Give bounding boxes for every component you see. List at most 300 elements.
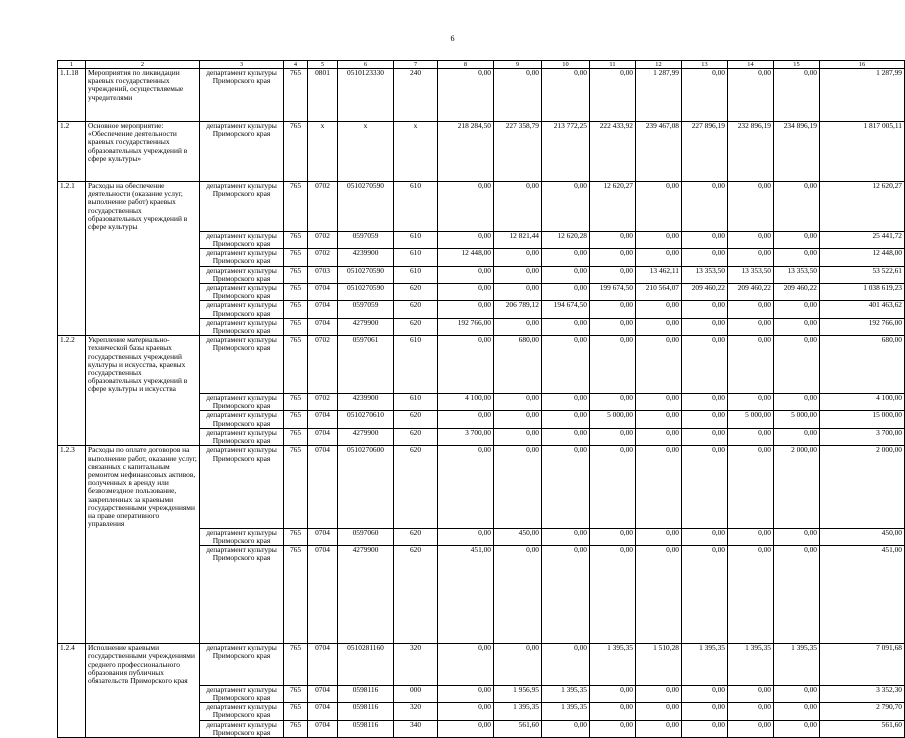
amount-cell: 0,00 — [682, 69, 728, 122]
amount-cell: 0,00 — [728, 231, 774, 248]
amount-cell: 0,00 — [542, 394, 590, 411]
code-cell: х — [338, 122, 394, 182]
table-row — [58, 318, 905, 335]
amount-cell: 0,00 — [682, 318, 728, 335]
activity-name: Основное мероприятие: «Обеспечение деятельности краевых государственных образовательных учреждений в сфере культуры» — [86, 122, 200, 182]
code-cell: 4279900 — [338, 318, 394, 335]
code-cell: 0702 — [308, 249, 338, 266]
column-number: 2 — [86, 61, 200, 69]
row-number — [58, 318, 86, 335]
amount-cell: 0,00 — [728, 446, 774, 529]
executor-cell: департамент культуры Приморского края — [200, 231, 284, 248]
code-cell: 620 — [394, 411, 438, 428]
amount-cell: 0,00 — [590, 720, 636, 737]
column-number: 16 — [820, 61, 905, 69]
code-cell: 4279900 — [338, 428, 394, 445]
row-number — [58, 428, 86, 445]
table-row — [58, 266, 905, 283]
amount-cell: 13 353,50 — [774, 266, 820, 283]
table-row — [58, 122, 905, 182]
code-cell: 765 — [284, 720, 308, 737]
code-cell: 610 — [394, 266, 438, 283]
amount-cell: 0,00 — [590, 249, 636, 266]
amount-cell: 5 000,00 — [590, 411, 636, 428]
amount-cell: 0,00 — [542, 644, 590, 686]
amount-cell: 4 100,00 — [438, 394, 494, 411]
executor-cell: департамент культуры Приморского края — [200, 446, 284, 529]
amount-cell: 1 395,35 — [682, 644, 728, 686]
executor-cell: департамент культуры Приморского края — [200, 336, 284, 394]
amount-cell: 3 700,00 — [438, 428, 494, 445]
amount-cell: 0,00 — [636, 546, 682, 644]
table-row — [58, 249, 905, 266]
activity-name — [86, 703, 200, 720]
amount-cell: 192 766,00 — [438, 318, 494, 335]
row-number — [58, 249, 86, 266]
amount-cell: 0,00 — [774, 182, 820, 232]
total-cell: 2 000,00 — [820, 446, 905, 529]
code-cell: 0704 — [308, 703, 338, 720]
amount-cell: 0,00 — [542, 283, 590, 300]
code-cell: 0704 — [308, 301, 338, 318]
code-cell: 0704 — [308, 428, 338, 445]
executor-cell: департамент культуры Приморского края — [200, 69, 284, 122]
amount-cell: 1 287,99 — [636, 69, 682, 122]
code-cell: 0704 — [308, 446, 338, 529]
code-cell: 0597061 — [338, 336, 394, 394]
amount-cell: 0,00 — [682, 336, 728, 394]
code-cell: 765 — [284, 122, 308, 182]
amount-cell: 0,00 — [542, 546, 590, 644]
amount-cell: 0,00 — [438, 720, 494, 737]
amount-cell: 1 395,35 — [728, 644, 774, 686]
executor-cell: департамент культуры Приморского края — [200, 301, 284, 318]
table-row — [58, 644, 905, 686]
amount-cell: 0,00 — [728, 249, 774, 266]
amount-cell: 0,00 — [774, 336, 820, 394]
code-cell: 240 — [394, 69, 438, 122]
amount-cell: 0,00 — [494, 266, 542, 283]
column-number: 14 — [728, 61, 774, 69]
row-number — [58, 231, 86, 248]
code-cell: 0510270610 — [338, 411, 394, 428]
amount-cell: 1 510,28 — [636, 644, 682, 686]
amount-cell: 0,00 — [636, 528, 682, 545]
amount-cell: 0,00 — [494, 644, 542, 686]
code-cell: 765 — [284, 644, 308, 686]
code-cell: 765 — [284, 703, 308, 720]
code-cell: 0597059 — [338, 301, 394, 318]
code-cell: 0510281160 — [338, 644, 394, 686]
executor-cell: департамент культуры Приморского края — [200, 182, 284, 232]
amount-cell: 0,00 — [682, 528, 728, 545]
activity-name: Расходы на обеспечение деятельности (оказание услуг, выполнение работ) краевых государственных образовательных учреждений в сфере культуры — [86, 182, 200, 232]
executor-cell: департамент культуры Приморского края — [200, 528, 284, 545]
amount-cell: 0,00 — [590, 703, 636, 720]
amount-cell: 0,00 — [774, 703, 820, 720]
code-cell: 340 — [394, 720, 438, 737]
code-cell: 0510270600 — [338, 446, 394, 529]
amount-cell: 5 000,00 — [774, 411, 820, 428]
code-cell: х — [308, 122, 338, 182]
amount-cell: 0,00 — [438, 528, 494, 545]
activity-name — [86, 411, 200, 428]
code-cell: 765 — [284, 411, 308, 428]
total-cell: 12 448,00 — [820, 249, 905, 266]
activity-name — [86, 428, 200, 445]
amount-cell: 13 353,50 — [682, 266, 728, 283]
code-cell: 765 — [284, 283, 308, 300]
amount-cell: 0,00 — [590, 318, 636, 335]
amount-cell: 0,00 — [636, 394, 682, 411]
table-row — [58, 546, 905, 644]
executor-cell: департамент культуры Приморского края — [200, 546, 284, 644]
column-number: 13 — [682, 61, 728, 69]
amount-cell: 0,00 — [590, 428, 636, 445]
code-cell: 0598116 — [338, 703, 394, 720]
total-cell: 25 441,72 — [820, 231, 905, 248]
amount-cell: 0,00 — [636, 685, 682, 702]
amount-cell: 206 789,12 — [494, 301, 542, 318]
code-cell: 0704 — [308, 644, 338, 686]
table-row — [58, 428, 905, 445]
amount-cell: 561,60 — [494, 720, 542, 737]
amount-cell: 0,00 — [636, 720, 682, 737]
column-number: 7 — [394, 61, 438, 69]
code-cell: 0598116 — [338, 685, 394, 702]
amount-cell: 0,00 — [494, 546, 542, 644]
amount-cell: 0,00 — [728, 69, 774, 122]
amount-cell: 0,00 — [728, 394, 774, 411]
code-cell: 620 — [394, 528, 438, 545]
table-row — [58, 182, 905, 232]
total-cell: 7 091,68 — [820, 644, 905, 686]
activity-name — [86, 685, 200, 702]
amount-cell: 0,00 — [494, 428, 542, 445]
amount-cell: 227 358,79 — [494, 122, 542, 182]
code-cell: 0510270590 — [338, 182, 394, 232]
executor-cell: департамент культуры Приморского края — [200, 644, 284, 686]
page-number: 6 — [450, 34, 455, 43]
row-number — [58, 301, 86, 318]
amount-cell: 0,00 — [728, 720, 774, 737]
executor-cell: департамент культуры Приморского края — [200, 411, 284, 428]
table-row — [58, 703, 905, 720]
amount-cell: 0,00 — [682, 394, 728, 411]
amount-cell: 0,00 — [774, 528, 820, 545]
amount-cell: 0,00 — [542, 266, 590, 283]
amount-cell: 0,00 — [438, 411, 494, 428]
amount-cell: 209 460,22 — [774, 283, 820, 300]
amount-cell: 0,00 — [494, 446, 542, 529]
amount-cell: 0,00 — [774, 318, 820, 335]
row-number: 1.1.18 — [58, 69, 86, 122]
column-number: 8 — [438, 61, 494, 69]
amount-cell: 227 896,19 — [682, 122, 728, 182]
amount-cell: 0,00 — [590, 301, 636, 318]
amount-cell: 0,00 — [682, 546, 728, 644]
amount-cell: 1 956,95 — [494, 685, 542, 702]
amount-cell: 1 395,35 — [590, 644, 636, 686]
executor-cell: департамент культуры Приморского края — [200, 703, 284, 720]
amount-cell: 0,00 — [774, 231, 820, 248]
activity-name — [86, 394, 200, 411]
total-cell: 2 790,70 — [820, 703, 905, 720]
row-number — [58, 546, 86, 644]
code-cell: 000 — [394, 685, 438, 702]
amount-cell: 0,00 — [590, 266, 636, 283]
amount-cell: 234 896,19 — [774, 122, 820, 182]
total-cell: 450,00 — [820, 528, 905, 545]
row-number — [58, 411, 86, 428]
amount-cell: 0,00 — [728, 182, 774, 232]
amount-cell: 0,00 — [636, 318, 682, 335]
activity-name — [86, 720, 200, 737]
code-cell: 765 — [284, 266, 308, 283]
code-cell: 0510123330 — [338, 69, 394, 122]
amount-cell: 0,00 — [682, 428, 728, 445]
amount-cell: 0,00 — [438, 685, 494, 702]
amount-cell: 0,00 — [438, 703, 494, 720]
row-number — [58, 394, 86, 411]
code-cell: 765 — [284, 182, 308, 232]
code-cell: 620 — [394, 283, 438, 300]
amount-cell: 0,00 — [682, 182, 728, 232]
executor-cell: департамент культуры Приморского края — [200, 720, 284, 737]
amount-cell: 0,00 — [542, 411, 590, 428]
code-cell: 4279900 — [338, 546, 394, 644]
amount-cell: 12 448,00 — [438, 249, 494, 266]
column-number: 1 — [58, 61, 86, 69]
amount-cell: 0,00 — [682, 720, 728, 737]
amount-cell: 0,00 — [636, 336, 682, 394]
code-cell: 0704 — [308, 546, 338, 644]
table-row — [58, 446, 905, 529]
amount-cell: 0,00 — [494, 283, 542, 300]
executor-cell: департамент культуры Приморского края — [200, 685, 284, 702]
table-row — [58, 411, 905, 428]
amount-cell: 0,00 — [682, 703, 728, 720]
amount-cell: 12 821,44 — [494, 231, 542, 248]
activity-name — [86, 301, 200, 318]
activity-name: Мероприятия по ликвидации краевых государственных учреждений, осуществляемые учредителями — [86, 69, 200, 122]
amount-cell: 0,00 — [682, 301, 728, 318]
amount-cell: 680,00 — [494, 336, 542, 394]
table-row — [58, 301, 905, 318]
amount-cell: 0,00 — [682, 685, 728, 702]
activity-name — [86, 231, 200, 248]
amount-cell: 0,00 — [494, 394, 542, 411]
code-cell: 0704 — [308, 283, 338, 300]
code-cell: 765 — [284, 231, 308, 248]
total-cell: 1 817 005,11 — [820, 122, 905, 182]
amount-cell: 0,00 — [682, 411, 728, 428]
activity-name — [86, 528, 200, 545]
executor-cell: департамент культуры Приморского края — [200, 249, 284, 266]
column-number: 12 — [636, 61, 682, 69]
activity-name — [86, 249, 200, 266]
table-row — [58, 231, 905, 248]
table-row — [58, 394, 905, 411]
amount-cell: 0,00 — [438, 283, 494, 300]
amount-cell: 0,00 — [438, 266, 494, 283]
amount-cell: 0,00 — [542, 182, 590, 232]
activity-name: Расходы по оплате договоров на выполнение работ, оказание услуг, связанных с капитальным ремонтом нефинансовых активов, полученных в аренду или безвозмездное пользование, закрепленных за краевыми государственными учреждениями на праве оперативного управления — [86, 446, 200, 529]
code-cell: 765 — [284, 249, 308, 266]
code-cell: 765 — [284, 685, 308, 702]
amount-cell: 0,00 — [728, 703, 774, 720]
code-cell: 620 — [394, 301, 438, 318]
amount-cell: 451,00 — [438, 546, 494, 644]
total-cell: 1 287,99 — [820, 69, 905, 122]
amount-cell: 0,00 — [774, 720, 820, 737]
total-cell: 3 700,00 — [820, 428, 905, 445]
amount-cell: 0,00 — [590, 685, 636, 702]
amount-cell: 12 620,27 — [590, 182, 636, 232]
table-row — [58, 283, 905, 300]
amount-cell: 0,00 — [494, 249, 542, 266]
column-number: 6 — [338, 61, 394, 69]
amount-cell: 0,00 — [728, 546, 774, 644]
amount-cell: 0,00 — [774, 69, 820, 122]
amount-cell: 0,00 — [636, 182, 682, 232]
amount-cell: 0,00 — [590, 528, 636, 545]
amount-cell: 218 284,50 — [438, 122, 494, 182]
amount-cell: 0,00 — [636, 231, 682, 248]
activity-name — [86, 546, 200, 644]
code-cell: 0702 — [308, 336, 338, 394]
amount-cell: 0,00 — [590, 231, 636, 248]
amount-cell: 0,00 — [542, 528, 590, 545]
code-cell: 4239900 — [338, 249, 394, 266]
amount-cell: 199 674,50 — [590, 283, 636, 300]
amount-cell: 0,00 — [774, 428, 820, 445]
amount-cell: 0,00 — [542, 318, 590, 335]
amount-cell: 0,00 — [494, 318, 542, 335]
amount-cell: 0,00 — [636, 301, 682, 318]
amount-cell: 0,00 — [728, 528, 774, 545]
amount-cell: 194 674,50 — [542, 301, 590, 318]
amount-cell: 0,00 — [494, 69, 542, 122]
amount-cell: 0,00 — [728, 685, 774, 702]
amount-cell: 0,00 — [438, 446, 494, 529]
total-cell: 3 352,30 — [820, 685, 905, 702]
amount-cell: 0,00 — [494, 411, 542, 428]
code-cell: 620 — [394, 428, 438, 445]
amount-cell: 0,00 — [636, 249, 682, 266]
amount-cell: 0,00 — [542, 249, 590, 266]
code-cell: 0702 — [308, 231, 338, 248]
code-cell: 0702 — [308, 182, 338, 232]
amount-cell: 13 353,50 — [728, 266, 774, 283]
column-number: 11 — [590, 61, 636, 69]
code-cell: 0598116 — [338, 720, 394, 737]
row-number: 1.2.1 — [58, 182, 86, 232]
code-cell: 765 — [284, 336, 308, 394]
amount-cell: 0,00 — [590, 336, 636, 394]
amount-cell: 0,00 — [438, 336, 494, 394]
activity-name: Исполнение краевыми государственными учреждениями среднего профессионального образования публичных обязательств Приморского края — [86, 644, 200, 686]
amount-cell: 0,00 — [636, 428, 682, 445]
code-cell: 0704 — [308, 528, 338, 545]
amount-cell: 5 000,00 — [728, 411, 774, 428]
row-number — [58, 283, 86, 300]
code-cell: 0704 — [308, 685, 338, 702]
code-cell: 0704 — [308, 411, 338, 428]
budget-table — [57, 60, 905, 738]
code-cell: 320 — [394, 703, 438, 720]
amount-cell: 0,00 — [590, 446, 636, 529]
row-number: 1.2 — [58, 122, 86, 182]
amount-cell: 13 462,11 — [636, 266, 682, 283]
code-cell: 765 — [284, 528, 308, 545]
amount-cell: 0,00 — [494, 182, 542, 232]
total-cell: 561,60 — [820, 720, 905, 737]
amount-cell: 0,00 — [636, 703, 682, 720]
executor-cell: департамент культуры Приморского края — [200, 318, 284, 335]
amount-cell: 0,00 — [682, 231, 728, 248]
code-cell: 0702 — [308, 394, 338, 411]
amount-cell: 0,00 — [542, 446, 590, 529]
table-row — [58, 69, 905, 122]
code-cell: 0703 — [308, 266, 338, 283]
code-cell: 765 — [284, 394, 308, 411]
amount-cell: 0,00 — [636, 446, 682, 529]
activity-name — [86, 266, 200, 283]
code-cell: 0704 — [308, 318, 338, 335]
table-row — [58, 528, 905, 545]
amount-cell: 0,00 — [542, 336, 590, 394]
amount-cell: 0,00 — [774, 685, 820, 702]
amount-cell: 232 896,19 — [728, 122, 774, 182]
column-number: 10 — [542, 61, 590, 69]
column-number: 3 — [200, 61, 284, 69]
table-row — [58, 685, 905, 702]
activity-name: Укрепление материально-технической базы краевых государственных учреждений культуры и искусства, краевых государственных образовательных учреждений в сфере культуры и искусства — [86, 336, 200, 394]
total-cell: 15 000,00 — [820, 411, 905, 428]
amount-cell: 1 395,35 — [542, 703, 590, 720]
column-number: 15 — [774, 61, 820, 69]
amount-cell: 0,00 — [774, 301, 820, 318]
total-cell: 192 766,00 — [820, 318, 905, 335]
row-number: 1.2.2 — [58, 336, 86, 394]
code-cell: 0597060 — [338, 528, 394, 545]
amount-cell: 0,00 — [728, 301, 774, 318]
code-cell: 765 — [284, 546, 308, 644]
code-cell: 320 — [394, 644, 438, 686]
executor-cell: департамент культуры Приморского края — [200, 122, 284, 182]
amount-cell: 0,00 — [774, 546, 820, 644]
executor-cell: департамент культуры Приморского края — [200, 283, 284, 300]
amount-cell: 12 620,28 — [542, 231, 590, 248]
total-cell: 4 100,00 — [820, 394, 905, 411]
amount-cell: 0,00 — [542, 69, 590, 122]
amount-cell: 0,00 — [438, 301, 494, 318]
total-cell: 401 463,62 — [820, 301, 905, 318]
amount-cell: 0,00 — [728, 428, 774, 445]
total-cell: 451,00 — [820, 546, 905, 644]
column-number-row — [58, 61, 905, 69]
amount-cell: 0,00 — [728, 318, 774, 335]
row-number: 1.2.3 — [58, 446, 86, 529]
amount-cell: 0,00 — [438, 182, 494, 232]
amount-cell: 1 395,35 — [494, 703, 542, 720]
activity-name — [86, 318, 200, 335]
code-cell: 765 — [284, 446, 308, 529]
table-row — [58, 720, 905, 737]
amount-cell: 1 395,35 — [542, 685, 590, 702]
executor-cell: департамент культуры Приморского края — [200, 428, 284, 445]
